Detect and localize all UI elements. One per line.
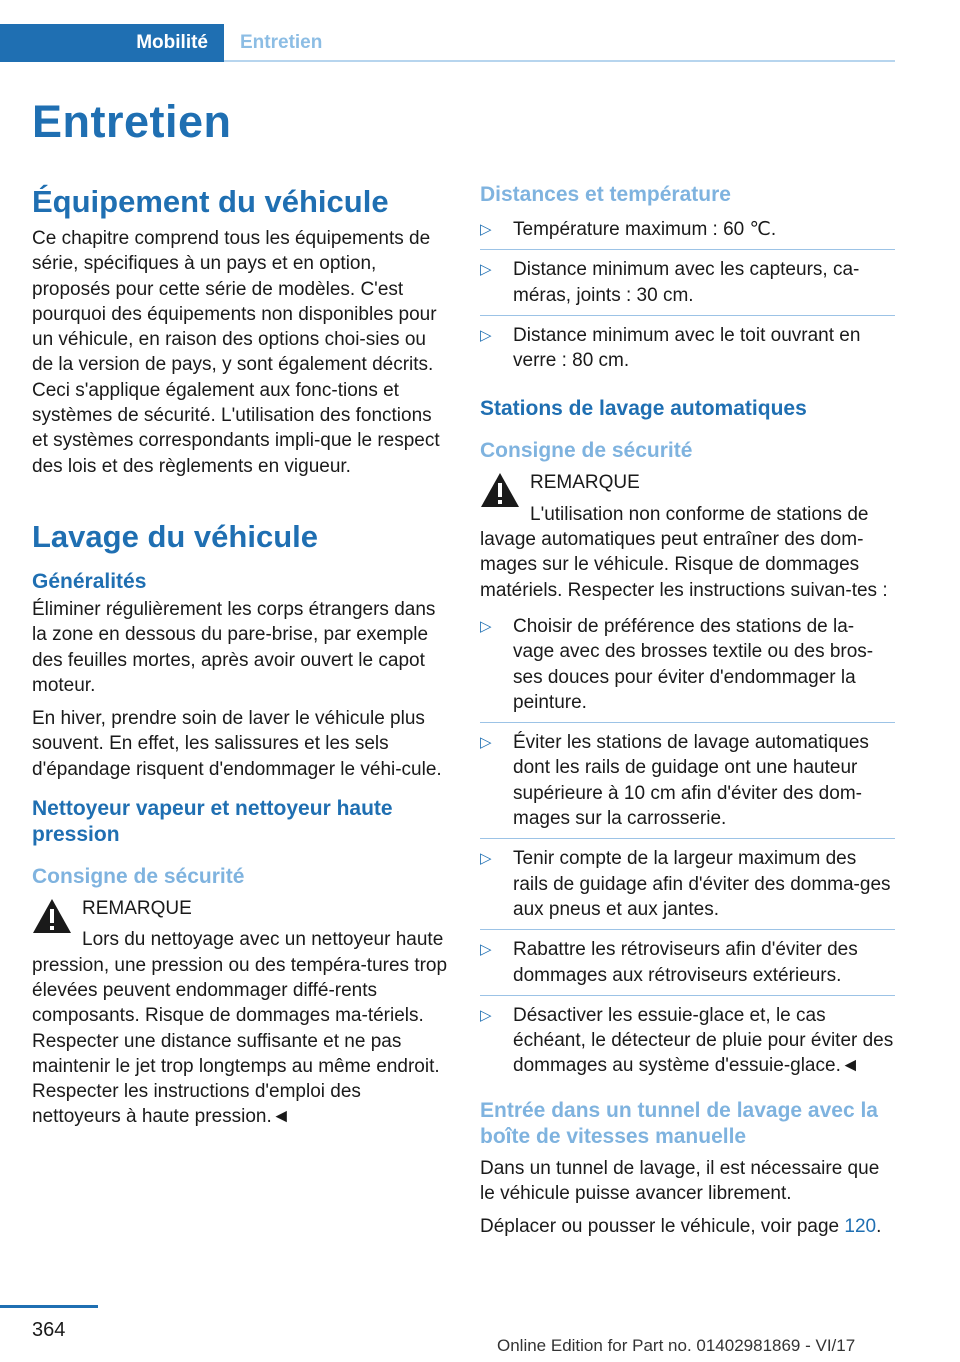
subtitle-consigne-right: Consigne de sécurité <box>480 439 693 463</box>
list-item: ▷ Rabattre les rétroviseurs afin d'éviter des dommages aux rétroviseurs extérieurs. <box>480 930 895 996</box>
list-item: ▷ Tenir compte de la largeur maximum des rails de guidage afin d'éviter des domma-ges aux pneus et aux jantes. <box>480 839 895 930</box>
warning-block-left <box>32 896 448 1130</box>
triangle-bullet-icon: ▷ <box>480 617 492 635</box>
warning-icon <box>32 898 72 934</box>
section-title-lavage: Lavage du véhicule <box>32 518 318 554</box>
subtitle-generalites: Généralités <box>32 569 147 593</box>
triangle-bullet-icon: ▷ <box>480 1006 492 1024</box>
subtitle-tunnel: Entrée dans un tunnel de lavage avec la boîte de vitesses manuelle <box>480 1098 878 1148</box>
edition-text: Online Edition for Part no. 01402981869 - VI/17 <box>497 1336 856 1355</box>
section-title-equipement: Équipement du véhicule <box>32 184 389 219</box>
tunnel-p2: Déplacer ou pousser le véhicule, voir page 120. <box>480 1216 882 1238</box>
triangle-bullet-icon: ▷ <box>480 850 492 868</box>
warning-block-right <box>480 470 895 602</box>
page-number: 364 <box>32 1319 66 1341</box>
subtitle-consigne-left: Consigne de sécurité <box>32 865 245 889</box>
generalites-p2: En hiver, prendre soin de laver le véhicule plus souvent. En effet, les salissures et les sels d'épandage risquent d'endommager le véhi-cule. <box>32 708 442 780</box>
header-rule <box>224 60 895 62</box>
subtitle-nettoyeur: Nettoyeur vapeur et nettoyeur haute pression <box>32 797 393 847</box>
tunnel-p1: Dans un tunnel de lavage, il est nécessaire que le véhicule puisse avancer librement. <box>480 1157 880 1205</box>
list-item: ▷ Choisir de préférence des stations de la-vage avec des brosses textile ou des bros-ses douces pour éviter d'endommager la peinture. <box>480 607 895 723</box>
right-column <box>480 182 895 1248</box>
list-item: ▷ Température maximum : 60 ℃. <box>480 210 895 250</box>
subtitle-distances: Distances et température <box>480 183 731 206</box>
list-item: ▷ Distance minimum avec le toit ouvrant en verre : 80 cm. <box>480 324 861 372</box>
header-tabs <box>0 24 895 62</box>
equipement-text: Ce chapitre comprend tous les équipements de série, spécifiques à un pays et en option, proposés pour cette série de modèles. C'est pourquoi des équipements non disponibles pour un véhicule, en raison des options choi-sies ou de la version de pays, y sont également décrits. Ceci s'applique également aux fonc-tions et systèmes de sécurité. L'utilisation des fonctions et systèmes correspondants impli-que le respect des lois et des règlements en vigueur. <box>32 228 440 477</box>
tab-entretien[interactable]: Entretien <box>240 32 323 53</box>
list-item: ▷ Désactiver les essuie-glace et, le cas échéant, le détecteur de pluie pour éviter des dommages au système d'essuie-glace.◄ <box>480 1004 894 1077</box>
warning-icon <box>480 472 520 508</box>
triangle-bullet-icon: ▷ <box>480 326 492 344</box>
triangle-bullet-icon: ▷ <box>480 734 492 752</box>
triangle-bullet-icon: ▷ <box>480 941 492 959</box>
tab-mobilite-label: Mobilité <box>136 32 208 53</box>
tab-mobilite[interactable] <box>0 24 224 62</box>
page-title: Entretien <box>32 96 232 147</box>
list-item: ▷ Distance minimum avec les capteurs, ca-méras, joints : 30 cm. <box>480 250 895 316</box>
triangle-bullet-icon: ▷ <box>480 261 492 279</box>
warning-heading: REMARQUE <box>82 898 192 920</box>
left-column <box>32 180 448 1130</box>
page-link[interactable]: 120 <box>844 1216 877 1238</box>
footer-rule <box>0 1305 98 1308</box>
list-item: ▷ Éviter les stations de lavage automatiques dont les rails de guidage ont une hauteur supérieure à 10 cm afin d'éviter des dom-mages sur la carrosserie. <box>480 723 895 839</box>
triangle-bullet-icon: ▷ <box>480 221 492 238</box>
warning-text: L'utilisation non conforme de stations de lavage automatiques peut entraîner des dom-mages sur le véhicule. Risque de dommages matériels. Respecter les instructions suivan-tes : <box>480 503 888 601</box>
generalites-p1: Éliminer régulièrement les corps étrangers dans la zone en dessous du pare-brise, par exemple des feuilles mortes, après avoir ouvert le capot moteur. <box>32 598 436 696</box>
warning-text: Lors du nettoyage avec un nettoyeur haute pression, une pression ou des tempéra-tures trop élevées peuvent endommager diffé-rents composants. Risque de dommages ma-tériels. Respecter une distance suffisante et ne pas maintenir le jet trop longtemps au même endroit. Respecter les instructions d'emploi des nettoyeurs à haute pression.◄ <box>32 929 448 1128</box>
distances-list <box>480 210 895 380</box>
subtitle-stations: Stations de lavage automatiques <box>480 397 807 421</box>
stations-list <box>480 607 895 1086</box>
warning-heading: REMARQUE <box>530 472 640 494</box>
